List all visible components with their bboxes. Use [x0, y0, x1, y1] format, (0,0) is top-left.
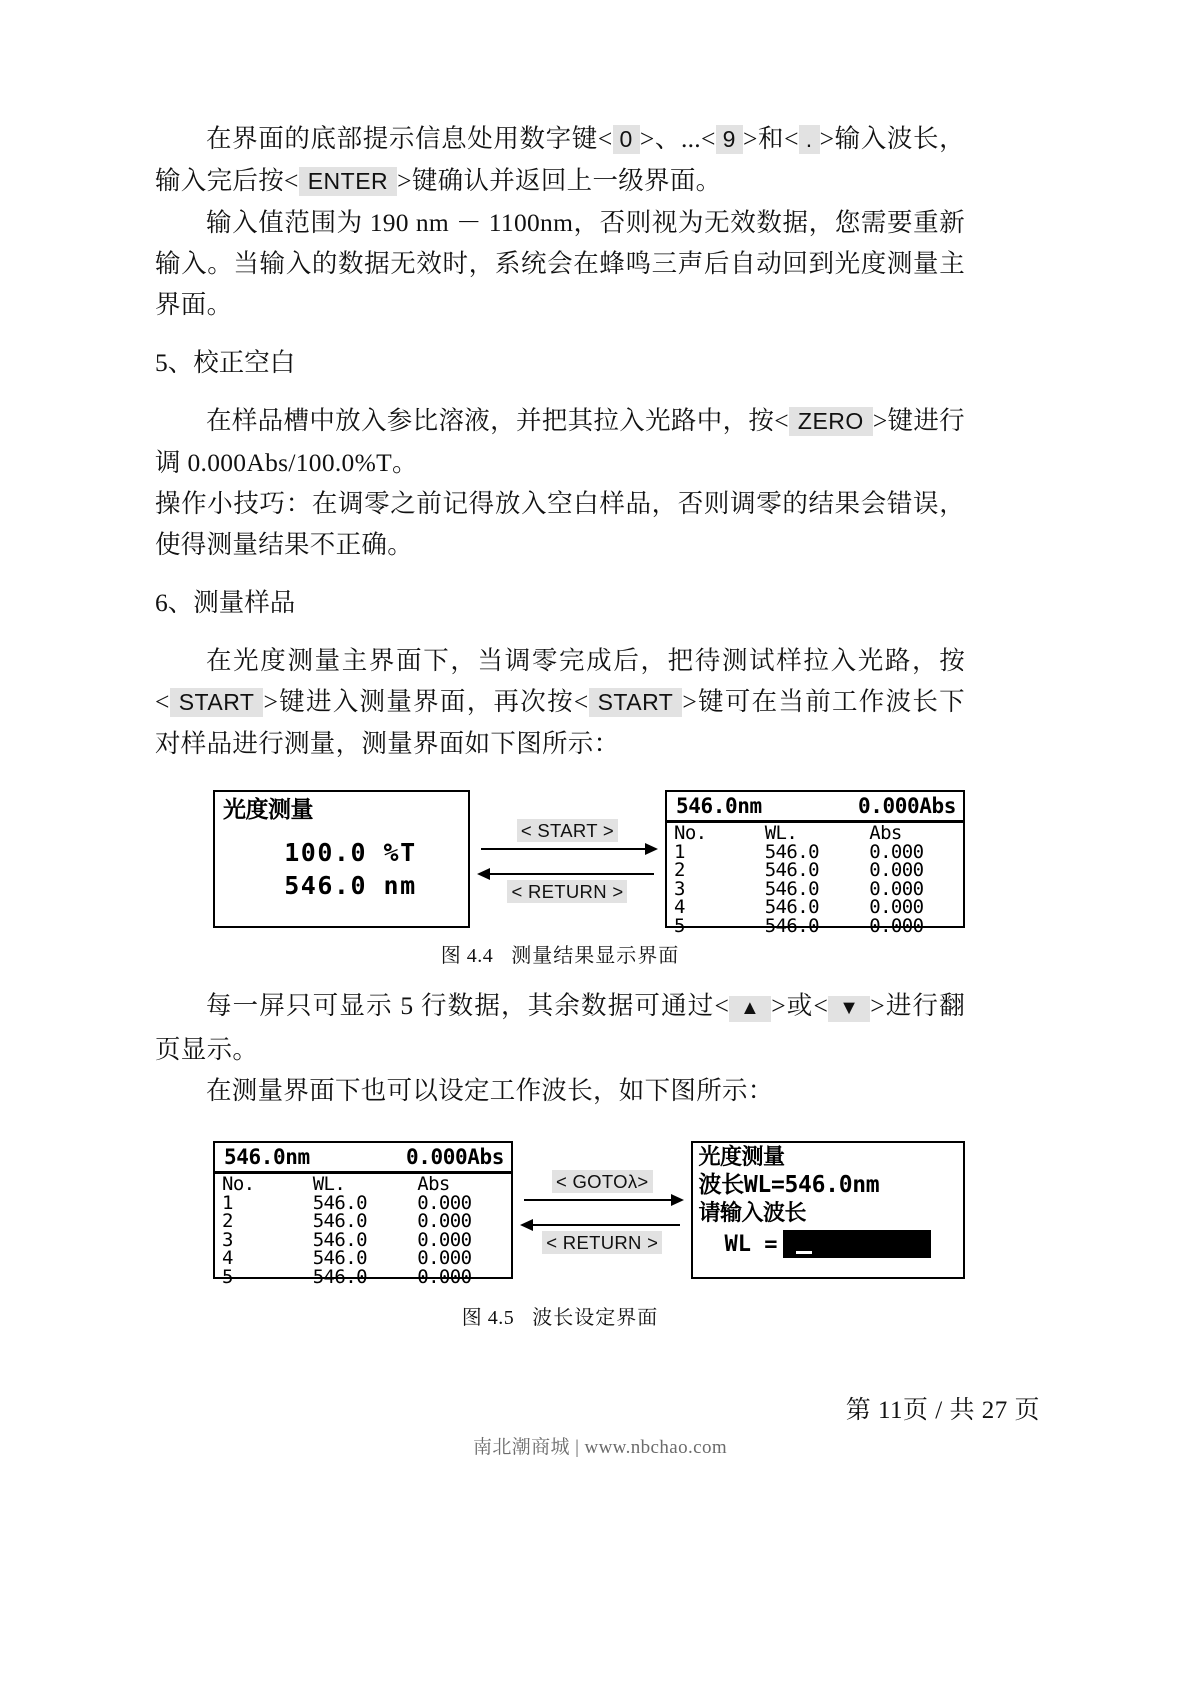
p3-text-a: 在样品槽中放入参比溶液，并把其拉入光路中，按	[206, 406, 775, 435]
arrow-right-start	[473, 842, 662, 856]
lcd-value-transmittance: 100.0 %T	[284, 838, 417, 867]
figure-4-5-arrows	[516, 1141, 688, 1254]
cell-no: 4	[674, 896, 685, 918]
heading-calibrate-blank: 5、校正空白	[155, 348, 296, 377]
p1-text-a: 在界面的底部提示信息处用数字键	[206, 124, 598, 153]
p1-text-d: 输入波长，输入完后按	[155, 124, 965, 195]
lcd-wl-input-field[interactable]	[783, 1230, 931, 1258]
lcd-results-abs-2: 0.000Abs	[406, 1145, 504, 1169]
arrow-right-goto	[516, 1193, 688, 1207]
cell-wl: 546.0	[312, 1265, 367, 1288]
cell-wl: 546.0	[764, 877, 819, 900]
cell-no: 1	[222, 1191, 233, 1214]
p5-text-c: 键可在当前工作波长下对样品进行测量，测量界面如下图所示：	[155, 687, 965, 758]
lcd-screen-photometric-main	[213, 790, 470, 928]
key-start-1[interactable]: START	[170, 688, 264, 717]
lcd-screen-wavelength-setting	[691, 1141, 965, 1279]
cell-wl: 546.0	[764, 914, 819, 937]
lcd-results-wl-2: 546.0nm	[224, 1145, 310, 1169]
p1-text-e: 键确认并返回上一级界面。	[411, 166, 722, 195]
text-cursor-icon	[796, 1251, 812, 1254]
figure-4-4	[155, 790, 965, 968]
table-header-row	[674, 824, 956, 843]
paragraph-input-wavelength: 在界面的底部提示信息处用数字键< 0 >、...< 9 >和< . >输入波长，输入完后按< ENTER >键确认并返回上一级界面。	[155, 124, 965, 195]
cell-no: 4	[222, 1247, 233, 1269]
lcd-wl-current: 波长WL=546.0nm	[698, 1172, 880, 1198]
table-row	[674, 861, 956, 880]
lcd-screen-results-table-2	[213, 1141, 513, 1288]
key-dot[interactable]: .	[799, 125, 820, 154]
key-zero-button[interactable]: ZERO	[789, 407, 873, 436]
cell-wl: 546.0	[312, 1247, 367, 1269]
figure-4-4-caption	[155, 939, 965, 968]
figure-4-5-title: 波长设定界面	[532, 1307, 659, 1329]
lcd-results-topbar	[667, 792, 963, 823]
key-nine[interactable]: 9	[716, 125, 743, 154]
arrow-label-goto-lambda: < GOTOλ>	[516, 1171, 688, 1193]
arrow-label-return-2: < RETURN >	[516, 1232, 688, 1254]
paragraph-measure-instructions: 在光度测量主界面下，当调零完成后，把待测试样拉入光路，按< START >键进入测量界面，再次按< START >键可在当前工作波长下对样品进行测量，测量界面如下图所示：	[155, 646, 965, 758]
paragraph-value-range: 输入值范围为 190 nm － 1100nm，否则视为无效数据，您需要重新输入。当输入的数据无效时，系统会在蜂鸣三声后自动回到光度测量主界面。	[155, 208, 965, 319]
p6-text-b: 或	[785, 991, 814, 1020]
table-row	[674, 898, 956, 917]
p6-text-c: 进行翻页显示。	[155, 991, 965, 1064]
cell-abs: 0.000	[417, 1228, 472, 1251]
cell-no: 5	[674, 914, 685, 937]
cell-abs: 0.000	[417, 1210, 472, 1232]
lcd-results-rows	[667, 823, 963, 935]
key-zero[interactable]: 0	[613, 125, 640, 154]
paragraph-set-wavelength: 在测量界面下也可以设定工作波长，如下图所示：	[206, 1076, 774, 1105]
col-header-abs: Abs	[869, 822, 902, 844]
cell-no: 2	[674, 859, 685, 881]
heading-measure-sample: 6、测量样品	[155, 588, 296, 617]
paragraph-zero-instructions: 在样品槽中放入参比溶液，并把其拉入光路中，按< ZERO >键进行调 0.000Abs/100.0%T。	[155, 406, 965, 477]
figure-4-5	[155, 1141, 965, 1330]
arrow-label-start: < START >	[473, 820, 662, 842]
cell-wl: 546.0	[312, 1210, 367, 1232]
site-watermark-footer: 南北潮商城 | www.nbchao.com	[472, 1437, 728, 1458]
col-header-wl: WL.	[312, 1173, 346, 1195]
cell-abs: 0.000	[417, 1191, 472, 1214]
lcd-results-wl: 546.0nm	[676, 794, 762, 818]
col-header-abs: Abs	[417, 1173, 450, 1195]
cell-abs: 0.000	[417, 1265, 472, 1288]
p1-text-b: 、...	[654, 124, 701, 153]
key-start-2[interactable]: START	[589, 688, 683, 717]
p1-text-c: 和	[757, 124, 785, 153]
cell-no: 5	[222, 1265, 233, 1288]
lcd-results-abs: 0.000Abs	[858, 794, 956, 818]
cell-abs: 0.000	[869, 914, 924, 937]
cell-no: 2	[222, 1210, 233, 1232]
cell-abs: 0.000	[869, 896, 924, 918]
p6-text-a: 每一屏只可显示 5 行数据，其余数据可通过	[206, 991, 715, 1020]
cell-abs: 0.000	[417, 1247, 472, 1269]
p5-text-a: 在光度测量主界面下，当调零完成后，把待测试样拉入光路，按	[206, 646, 965, 675]
figure-4-4-title: 测量结果显示界面	[511, 945, 680, 967]
col-header-no: No.	[674, 822, 707, 844]
cell-abs: 0.000	[869, 859, 924, 881]
cell-abs: 0.000	[869, 877, 924, 900]
cell-no: 3	[222, 1228, 233, 1251]
cell-wl: 546.0	[764, 840, 819, 863]
table-row	[222, 1265, 504, 1288]
key-down-arrow[interactable]: ▼	[828, 996, 870, 1022]
table-row	[674, 914, 956, 937]
p5-text-b: 键进入测量界面，再次按	[278, 687, 574, 716]
arrow-left-return-2	[516, 1218, 688, 1232]
page-content	[155, 118, 965, 1330]
lcd-wl-field-label: WL =	[724, 1231, 778, 1257]
paragraph-tip: 操作小技巧：在调零之前记得放入空白样品，否则调零的结果会错误，使得测量结果不正确。	[155, 489, 965, 559]
lcd-screen-results-table	[665, 790, 965, 937]
cell-wl: 546.0	[312, 1191, 367, 1214]
col-header-no: No.	[222, 1173, 255, 1195]
figure-4-5-caption	[155, 1301, 965, 1330]
figure-4-4-number: 图 4.4	[440, 945, 494, 967]
figure-4-5-number: 图 4.5	[461, 1307, 515, 1329]
cell-no: 1	[674, 840, 685, 863]
table-row	[222, 1212, 504, 1231]
lcd-title-photometric: 光度测量	[223, 797, 313, 823]
table-row	[222, 1249, 504, 1268]
col-header-wl: WL.	[764, 822, 798, 844]
lcd-results-topbar-2	[215, 1143, 511, 1174]
cell-wl: 546.0	[764, 896, 819, 918]
arrow-left-return	[473, 867, 662, 881]
cell-abs: 0.000	[869, 840, 924, 863]
paragraph-five-rows: 每一屏只可显示 5 行数据，其余数据可通过< ▲ >或< ▼ >进行翻页显示。	[155, 991, 965, 1064]
key-up-arrow[interactable]: ▲	[729, 996, 771, 1022]
lcd-results-rows-2	[215, 1174, 511, 1286]
lcd-wl-title: 光度测量	[698, 1145, 785, 1170]
lcd-wl-prompt: 请输入波长	[698, 1201, 806, 1226]
table-header-row	[222, 1175, 504, 1194]
p3-text-b: 键进行调 0.000Abs/100.0%T。	[155, 406, 965, 477]
key-enter[interactable]: ENTER	[299, 167, 397, 196]
arrow-label-return: < RETURN >	[473, 881, 662, 903]
lcd-wl-entry	[698, 1230, 959, 1258]
figure-4-4-arrows	[473, 790, 662, 903]
cell-wl: 546.0	[312, 1228, 367, 1251]
page-number-footer: 第 11页 / 共 27 页	[845, 1397, 1040, 1424]
cell-wl: 546.0	[764, 859, 819, 881]
lcd-value-wavelength: 546.0 nm	[284, 871, 417, 900]
cell-no: 3	[674, 877, 685, 900]
